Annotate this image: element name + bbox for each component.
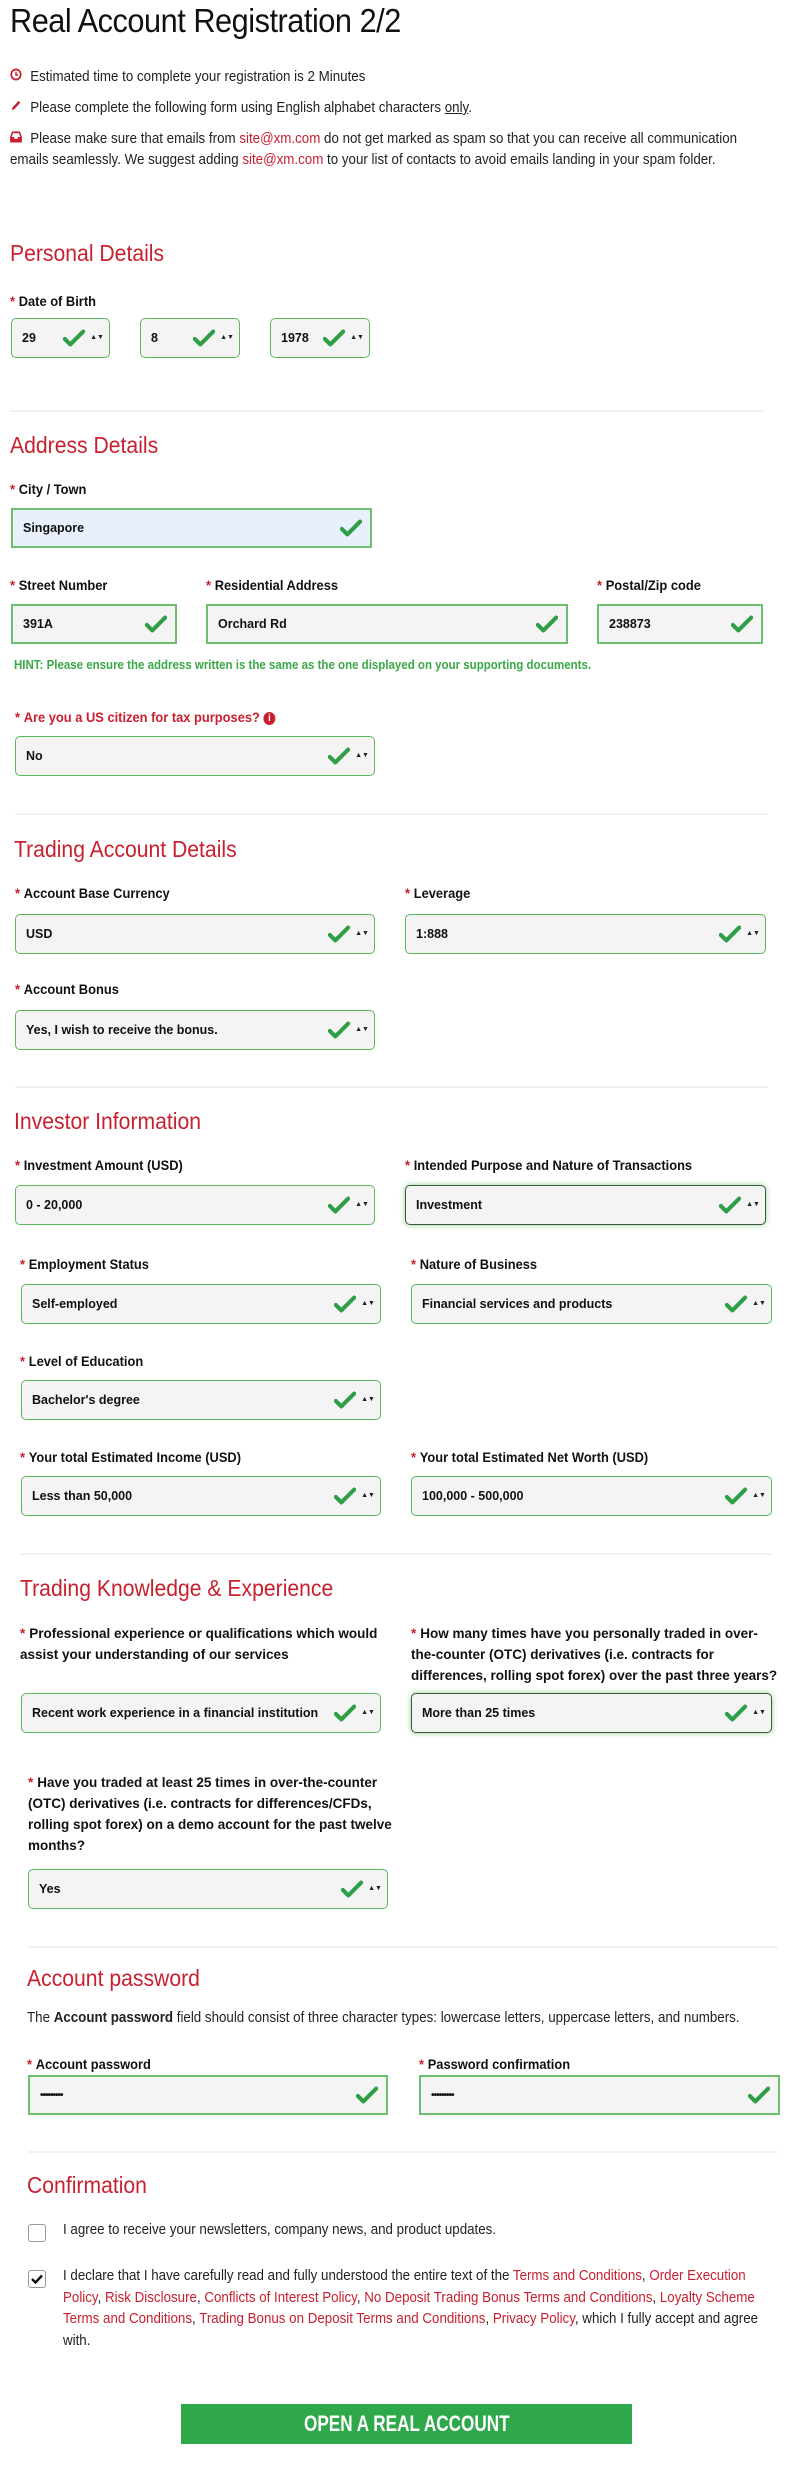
password-input[interactable]: ••••••••• [28,2075,388,2115]
valid-check-icon [341,1879,363,1899]
city-label: * City / Town [10,481,87,497]
english-only-note: Please complete the following form using English alphabet characters only. [10,98,746,119]
order-execution-policy-link[interactable]: Order Execution Policy [63,2268,746,2306]
valid-check-icon [193,328,215,348]
checkmark-icon [31,2274,43,2284]
valid-check-icon [334,1294,356,1314]
select-arrows-icon: ▲▼ [752,1709,766,1716]
newsletter-checkbox[interactable] [28,2224,46,2242]
experience-label: * Professional experience or qualifications which would assist your understanding of our services [20,1626,378,1662]
section-title-confirmation: Confirmation [27,2172,147,2198]
declaration-checkbox[interactable] [28,2270,46,2288]
nature-of-business-select[interactable]: Financial services and products ▲▼ [411,1284,772,1324]
select-arrows-icon: ▲▼ [355,1026,369,1033]
valid-check-icon [328,746,350,766]
password-confirmation-input[interactable]: ••••••••• [419,2075,780,2115]
investment-amount-select[interactable]: 0 - 20,000 ▲▼ [15,1185,375,1225]
risk-disclosure-link[interactable]: Risk Disclosure [105,2289,197,2306]
section-divider [10,410,765,412]
conflicts-policy-link[interactable]: Conflicts of Interest Policy [204,2289,357,2306]
section-title-trading-account: Trading Account Details [14,836,237,862]
select-arrows-icon: ▲▼ [355,1201,369,1208]
base-currency-select[interactable]: USD ▲▼ [15,914,375,954]
section-title-personal: Personal Details [10,240,165,266]
open-real-account-button[interactable]: OPEN A REAL ACCOUNT [181,2404,632,2444]
valid-check-icon [328,1195,350,1215]
valid-check-icon [334,1390,356,1410]
valid-check-icon [328,1020,350,1040]
employment-status-select[interactable]: Self-employed ▲▼ [21,1284,381,1324]
education-select[interactable]: Bachelor's degree ▲▼ [21,1380,381,1420]
valid-check-icon [328,924,350,944]
valid-check-icon [63,328,85,348]
account-bonus-select[interactable]: Yes, I wish to receive the bonus. ▲▼ [15,1010,375,1050]
bonus-label: * Account Bonus [15,981,119,997]
residential-address-input[interactable]: Orchard Rd [206,604,568,644]
password-requirements: The Account password field should consist of three character types: lowercase letters, uppercase letters, and numbers. [27,2010,740,2026]
inbox-icon [10,129,23,150]
select-arrows-icon: ▲▼ [361,1492,375,1499]
section-title-address: Address Details [10,432,159,458]
valid-check-icon [725,1703,747,1723]
required-asterisk: * [10,293,16,309]
postal-code-label: * Postal/Zip code [597,577,701,593]
dob-month-select[interactable]: 8 ▲▼ [140,318,240,358]
section-title-knowledge: Trading Knowledge & Experience [20,1575,334,1601]
privacy-policy-link[interactable]: Privacy Policy [492,2311,575,2327]
select-arrows-icon: ▲▼ [350,334,364,341]
select-arrows-icon: ▲▼ [355,752,369,759]
dob-day-select[interactable]: 29 ▲▼ [11,318,110,358]
us-citizen-select[interactable]: No ▲▼ [15,736,375,776]
password-label: * Account password [27,2056,151,2072]
employment-status-label: * Employment Status [20,1256,149,1272]
select-arrows-icon: ▲▼ [746,1201,760,1208]
terms-link[interactable]: Terms and Conditions [512,2268,642,2284]
page-title: Real Account Registration 2/2 [10,2,401,39]
pencil-icon [10,98,23,119]
valid-check-icon [536,614,558,634]
demo-trading-select[interactable]: Yes ▲▼ [28,1869,388,1909]
loyalty-scheme-terms-link[interactable]: Loyalty Scheme Terms and Conditions [63,2289,755,2327]
declaration-label: I declare that I have carefully read and fully understood the entire text of the Terms and Conditions, Order Execution Policy, Risk Disclosure, Conflicts of Interest Policy, No Deposit Trading Bonus Terms and Conditions, Loyalty Scheme Terms and Conditions, Trading Bonus on Deposit Terms and Conditions, Privacy Policy, which I fully accept and agree with. [63,2268,759,2349]
time-estimate-text: Estimated time to complete your registration is 2 Minutes [30,69,366,85]
newsletter-label: I agree to receive your newsletters, company news, and product updates. [63,2222,497,2238]
address-hint: HINT: Please ensure the address written is the same as the one displayed on your supporting documents. [14,658,592,672]
email-whitelist-note: Please make sure that emails from site@xm.com do not get marked as spam so that you can receive all communication emails seamlessly. We suggest adding site@xm.com to your list of contacts to avoid emails landing in your spam folder. [10,131,738,168]
nature-of-business-label: * Nature of Business [411,1256,538,1272]
select-arrows-icon: ▲▼ [752,1300,766,1307]
leverage-select[interactable]: 1:888 ▲▼ [405,914,766,954]
section-divider [15,1086,768,1088]
leverage-label: * Leverage [405,885,471,901]
education-label: * Level of Education [20,1353,144,1369]
dob-label: * Date of Birth [10,293,96,309]
select-arrows-icon: ▲▼ [355,930,369,937]
net-worth-label: * Your total Estimated Net Worth (USD) [411,1449,649,1465]
purpose-label: * Intended Purpose and Nature of Transactions [405,1157,693,1173]
valid-check-icon [748,2085,770,2105]
select-arrows-icon: ▲▼ [752,1492,766,1499]
valid-check-icon [719,924,741,944]
clock-icon [10,67,23,88]
valid-check-icon [323,328,345,348]
select-arrows-icon: ▲▼ [220,334,234,341]
currency-label: * Account Base Currency [15,885,170,901]
section-divider [28,1946,778,1948]
time-estimate-note [10,67,746,88]
select-arrows-icon: ▲▼ [361,1709,375,1716]
select-arrows-icon: ▲▼ [361,1300,375,1307]
select-arrows-icon: ▲▼ [746,930,760,937]
valid-check-icon [725,1294,747,1314]
otc-frequency-select[interactable]: More than 25 times ▲▼ [411,1693,772,1733]
no-deposit-bonus-terms-link[interactable]: No Deposit Trading Bonus Terms and Conditions [364,2289,653,2306]
net-worth-select[interactable]: 100,000 - 500,000 ▲▼ [411,1476,772,1516]
select-arrows-icon: ▲▼ [368,1885,382,1892]
valid-check-icon [340,518,362,538]
section-title-investor: Investor Information [14,1108,202,1134]
select-arrows-icon: ▲▼ [361,1396,375,1403]
city-input[interactable]: Singapore [11,508,372,548]
only-emphasis: only [444,100,469,116]
section-divider [20,1553,772,1555]
street-number-input[interactable]: 391A [11,604,177,644]
dob-year-select[interactable]: 1978 ▲▼ [270,318,370,358]
investment-amount-label: * Investment Amount (USD) [15,1157,183,1173]
transaction-purpose-select[interactable]: Investment ▲▼ [405,1185,766,1225]
experience-select[interactable]: Recent work experience in a financial institution ▲▼ [21,1693,381,1733]
valid-check-icon [356,2085,378,2105]
section-title-password: Account password [27,1965,200,1991]
password-confirmation-label: * Password confirmation [419,2056,571,2072]
income-select[interactable]: Less than 50,000 ▲▼ [21,1476,381,1516]
valid-check-icon [334,1703,356,1723]
valid-check-icon [145,614,167,634]
valid-check-icon [334,1486,356,1506]
residential-address-label: * Residential Address [206,577,339,593]
email-link[interactable]: site@xm.com [239,131,321,147]
demo-trading-label: * Have you traded at least 25 times in over-the-counter (OTC) derivatives (i.e. contracts for differences/CFDs, rolling spot forex) on a demo account for the past twelve months? [28,1775,392,1853]
section-divider [15,813,768,815]
deposit-bonus-terms-link[interactable]: Trading Bonus on Deposit Terms and Conditions [199,2311,486,2327]
select-arrows-icon: ▲▼ [90,334,104,341]
us-citizen-label: * Are you a US citizen for tax purposes? i [15,706,275,728]
street-number-label: * Street Number [10,577,108,593]
section-divider [28,2151,778,2153]
postal-code-input[interactable]: 238873 [597,604,763,644]
valid-check-icon [719,1195,741,1215]
valid-check-icon [731,614,753,634]
email-link[interactable]: site@xm.com [242,152,324,168]
info-icon[interactable]: i [263,712,275,725]
income-label: * Your total Estimated Income (USD) [20,1449,242,1465]
otc-frequency-label: * How many times have you personally traded in over-the-counter (OTC) derivatives (i.e. contracts for differences, rolling spot forex) over the past three years? [411,1626,778,1683]
valid-check-icon [725,1486,747,1506]
